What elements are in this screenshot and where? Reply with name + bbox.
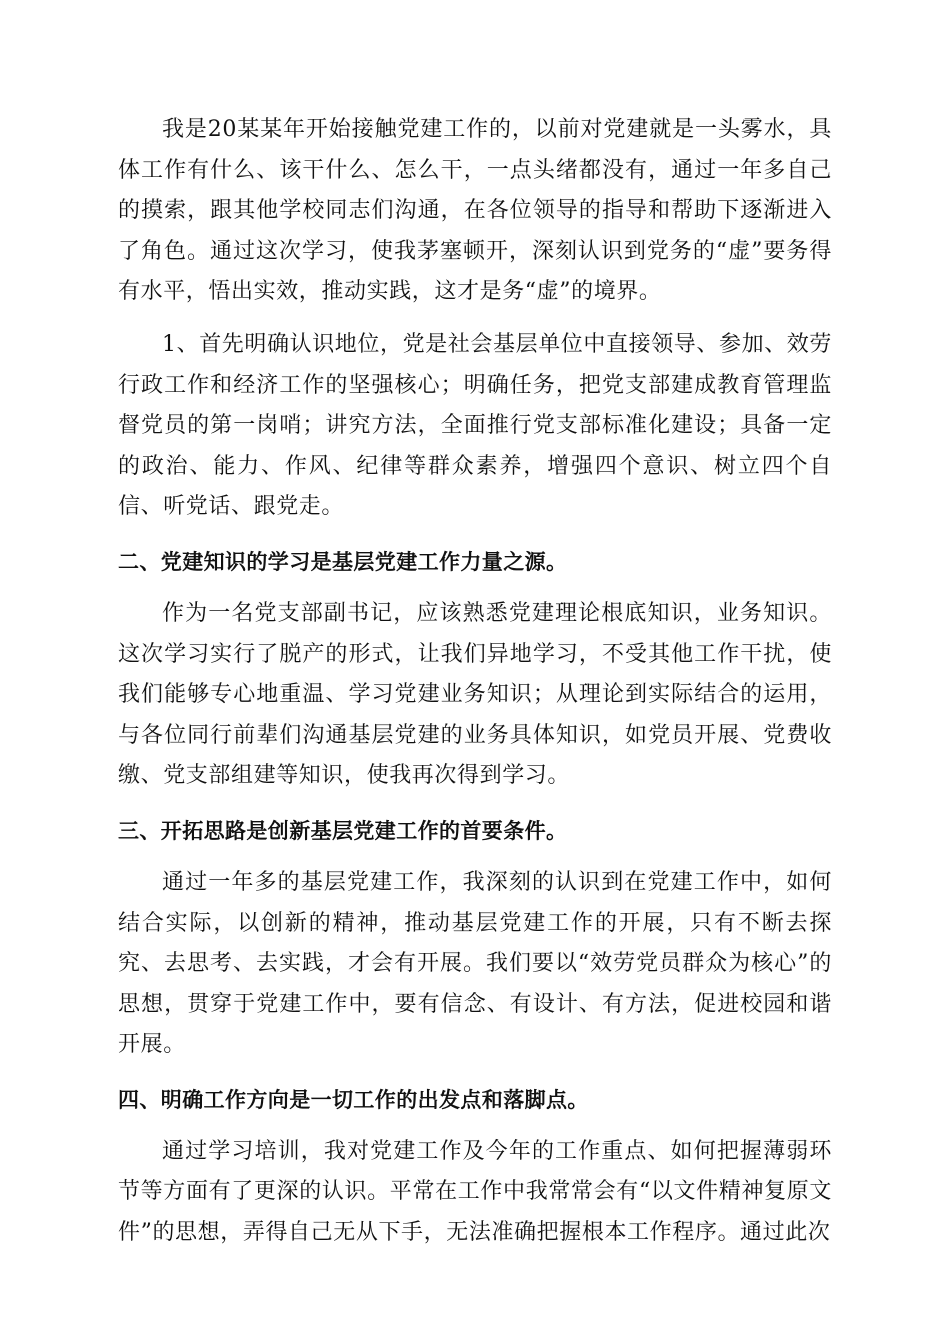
document-body — [118, 110, 832, 1254]
point-one-paragraph: 1、首先明确认识地位，党是社会基层单位中直接领导、参加、效劳行政工作和经济工作的坚强核心；明确任务，把党支部建成教育管理监督党员的第一岗哨；讲究方法，全面推行党支部标准化建设；具备一定的政治、能力、作风、纪律等群众素养，增强四个意识、树立四个自信、听党话、跟党走。 — [118, 331, 832, 520]
section-three-paragraph: 通过一年多的基层党建工作，我深刻的认识到在党建工作中，如何结合实际，以创新的精神，推动基层党建工作的开展，只有不断去探究、去思考、去实践，才会有开展。我们要以“效劳党员群众为核心”的思想，贯穿于党建工作中，要有信念、有设计、有方法，促进校园和谐开展。 — [118, 869, 832, 1058]
section-two-heading: 二、党建知识的学习是基层党建工作力量之源。 — [118, 549, 568, 574]
section-two-paragraph: 作为一名党支部副书记，应该熟悉党建理论根底知识，业务知识。这次学习实行了脱产的形式，让我们异地学习，不受其他工作干扰，使我们能够专心地重温、学习党建业务知识；从理论到实际结合的运用，与各位同行前辈们沟通基层党建的业务具体知识，如党员开展、党费收缴、党支部组建等知识，使我再次得到学习。 — [118, 600, 832, 789]
intro-paragraph: 我是20某某年开始接触党建工作的，以前对党建就是一头雾水，具体工作有什么、该干什么、怎么干，一点头绪都没有，通过一年多自己的摸索，跟其他学校同志们沟通，在各位领导的指导和帮助下逐渐进入了角色。通过这次学习，使我茅塞顿开，深刻认识到党务的“虚”要务得有水平，悟出实效，推动实践，这才是务“虚”的境界。 — [118, 117, 832, 305]
section-four-paragraph: 通过学习培训，我对党建工作及今年的工作重点、如何把握薄弱环节等方面有了更深的认识。平常在工作中我常常会有“以文件精神复原文件”的思想，弄得自己无从下手，无法准确把握根本工作程序。通过此次 — [118, 1138, 832, 1246]
section-three-heading: 三、开拓思路是创新基层党建工作的首要条件。 — [118, 818, 568, 843]
section-four-heading: 四、明确工作方向是一切工作的出发点和落脚点。 — [118, 1087, 589, 1112]
